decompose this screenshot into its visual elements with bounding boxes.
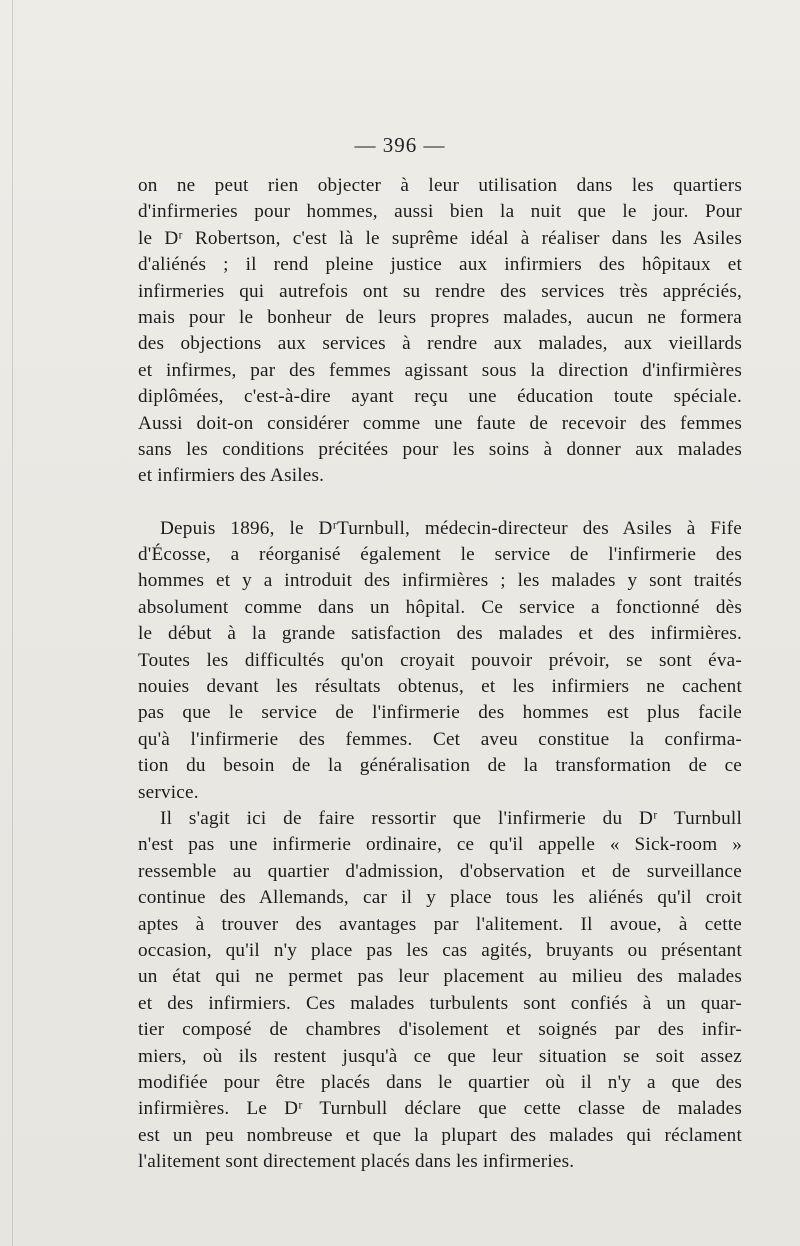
text-line: et des infirmiers. Ces malades turbulents sont confiés à un quar- (138, 992, 742, 1014)
text-line: tier composé de chambres d'isolement et soignés par des infir- (138, 1019, 742, 1041)
text-line: et infirmiers des Asiles. (138, 465, 325, 487)
text-line: continue des Allemands, car il y place tous les aliénés qu'il croit (138, 887, 742, 909)
text-line: Aussi doit-on considérer comme une faute de recevoir des femmes (138, 412, 742, 434)
text-line: aptes à trouver des avantages par l'alitement. Il avoue, à cette (138, 913, 742, 935)
text-line: Toutes les difficultés qu'on croyait pouvoir prévoir, se sont éva- (138, 649, 742, 671)
paragraph-3 (138, 806, 742, 1175)
text-line: miers, où ils restent jusqu'à ce que leur situation se soit assez (138, 1045, 742, 1067)
text-line: d'aliénés ; il rend pleine justice aux infirmiers des hôpitaux et (138, 254, 742, 276)
text-line: tion du besoin de la généralisation de la transformation de ce (138, 755, 742, 777)
scan-artifact-line (12, 0, 13, 1246)
text-line: le Dʳ Robertson, c'est là le suprême idéal à réaliser dans les Asiles (138, 227, 742, 249)
text-line: est un peu nombreuse et que la plupart des malades qui réclament (138, 1124, 742, 1146)
text-line: d'Écosse, a réorganisé également le service de l'infirmerie des (138, 544, 742, 566)
text-line: modifiée pour être placés dans le quartier où il n'y a que des (138, 1071, 742, 1093)
text-line: infirmières. Le Dʳ Turnbull déclare que cette classe de malades (138, 1098, 742, 1120)
text-line: on ne peut rien objecter à leur utilisation dans les quartiers (138, 175, 742, 196)
text-line: Depuis 1896, le DʳTurnbull, médecin-directeur des Asiles à Fife (160, 517, 742, 539)
page-number: — 396 — (354, 133, 446, 157)
text-line: mais pour le bonheur de leurs propres malades, aucun ne formera (138, 306, 742, 328)
paragraph-2 (138, 516, 742, 806)
text-line: pas que le service de l'infirmerie des hommes est plus facile (138, 702, 742, 724)
text-line: absolument comme dans un hôpital. Ce service a fonctionné dès (138, 596, 742, 618)
text-line: un état qui ne permet pas leur placement au milieu des malades (138, 966, 742, 988)
text-line: n'est pas une infirmerie ordinaire, ce qu'il appelle « Sick-room » (138, 834, 742, 856)
text-line: et infirmes, par des femmes agissant sous la direction d'infirmières (138, 359, 742, 381)
text-line: ressemble au quartier d'admission, d'observation et de surveillance (138, 860, 742, 882)
text-line: diplômées, c'est-à-dire ayant reçu une éducation toute spéciale. (138, 386, 742, 408)
text-line: occasion, qu'il n'y place pas les cas agités, bruyants ou présentant (138, 939, 742, 961)
text-line: Il s'agit ici de faire ressortir que l'infirmerie du Dʳ Turnbull (160, 807, 742, 829)
text-line: infirmeries qui autrefois ont su rendre des services très appréciés, (138, 280, 742, 302)
text-line: d'infirmeries pour hommes, aussi bien la nuit que le jour. Pour (138, 201, 742, 223)
text-line: qu'à l'infirmerie des femmes. Cet aveu constitue la confirma- (138, 728, 742, 750)
text-line: des objections aux services à rendre aux malades, aux vieillards (138, 333, 742, 355)
text-line: le début à la grande satisfaction des malades et des infirmières. (138, 623, 742, 645)
text-line: hommes et y a introduit des infirmières ; les malades y sont traités (138, 570, 742, 592)
text-line: sans les conditions précitées pour les soins à donner aux malades (138, 438, 742, 460)
text-line: l'alitement sont directement placés dans les infirmeries. (138, 1151, 575, 1173)
text-line: nouies devant les résultats obtenus, et les infirmiers ne cachent (138, 676, 742, 698)
text-line: service. (138, 781, 199, 803)
text-body (138, 173, 742, 1175)
paragraph-1 (138, 173, 742, 490)
